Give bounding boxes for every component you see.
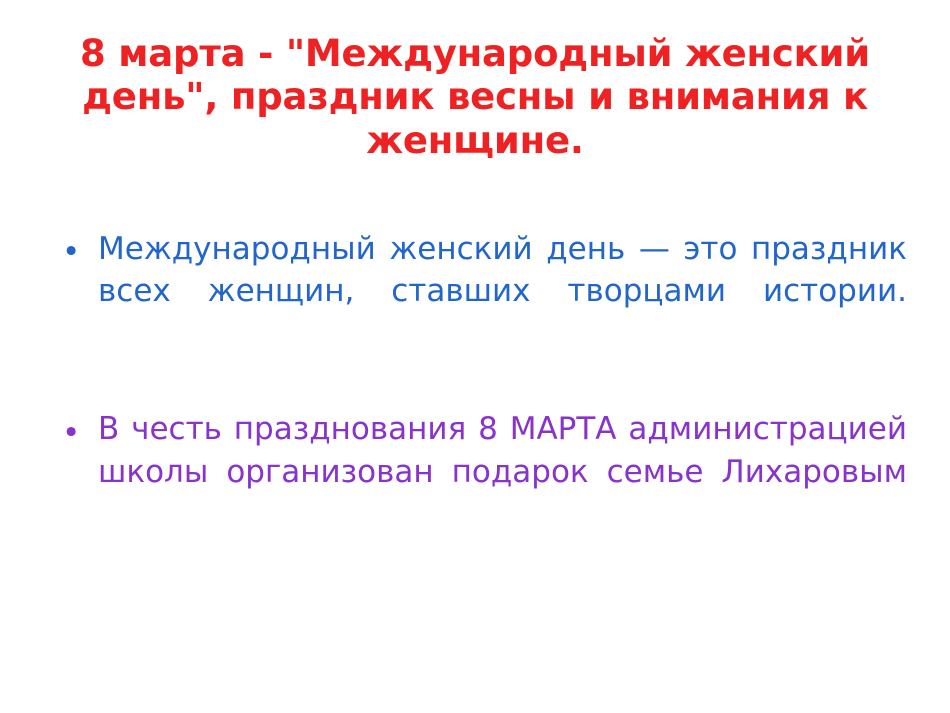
bullet-point-icon: • (62, 234, 81, 271)
list-item (52, 408, 907, 534)
bullet-point-icon: • (62, 414, 81, 451)
list-item (52, 228, 907, 354)
list-item-text: Международный женский день — это праздник всех женщин, ставших творцами истории. (98, 231, 907, 310)
page-title: 8 марта - "Международный женский день", праздник весны и внимания к женщине. (80, 32, 870, 162)
bullet-list (52, 228, 907, 535)
list-item-text: В честь празднования 8 МАРТА администрацией школы организован подарок семье Лихаровым (98, 411, 907, 490)
